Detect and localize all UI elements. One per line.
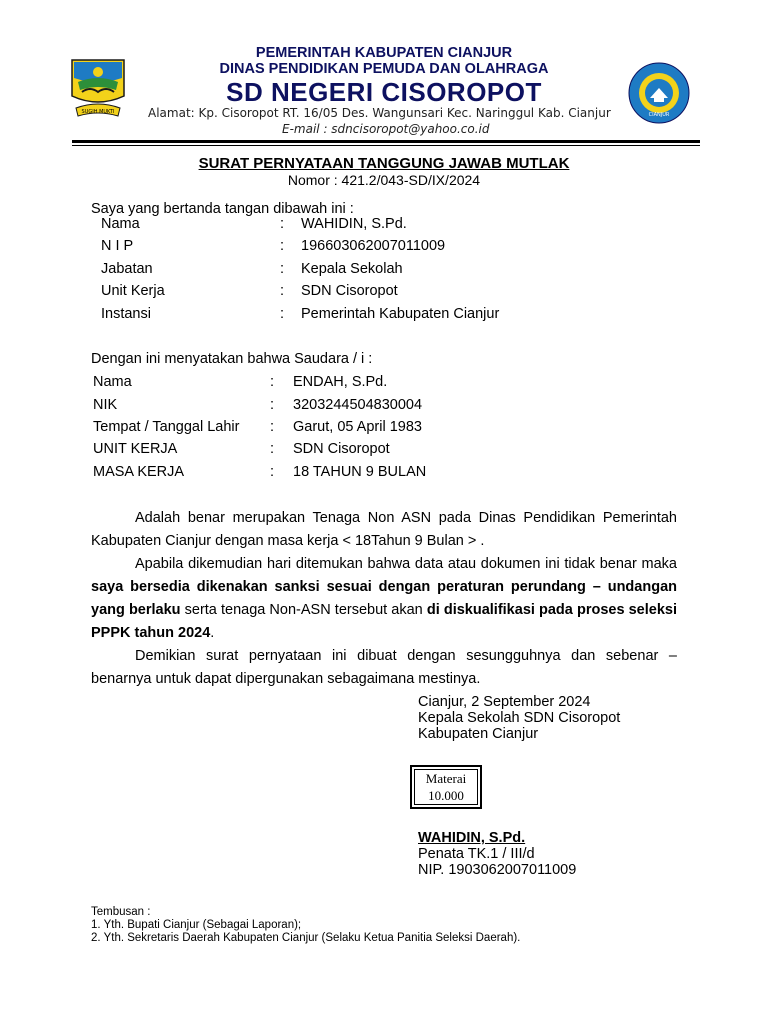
body-paragraph-3: Demikian surat pernyataan ini dibuat dengan sesungguhnya dan sebenar – benarnya untuk dapat dipergunakan sebagaimana mestinya. bbox=[91, 648, 677, 687]
p2-bold-disqualify: di diskualifikasi pada proses seleksi PPPK tahun 2024 bbox=[91, 602, 677, 641]
p2-bold-sanction: saya bersedia dikenakan sanksi sesuai dengan peraturan perundang – undangan yang berlaku bbox=[91, 579, 677, 618]
tembusan-item: 1. Yth. Bupati Cianjur (Sebagai Laporan); bbox=[91, 919, 302, 931]
subject-value: Garut, 05 April 1983 bbox=[293, 419, 422, 435]
signer-colon: : bbox=[280, 283, 285, 299]
signer-label: Instansi bbox=[101, 306, 151, 322]
signer-value: SDN Cisoropot bbox=[301, 283, 398, 299]
subject-value: 3203244504830004 bbox=[293, 397, 423, 413]
signer-label: Unit Kerja bbox=[101, 283, 165, 299]
materai-stamp-inner bbox=[414, 769, 478, 805]
document-number: Nomor : 421.2/043-SD/IX/2024 bbox=[287, 172, 481, 188]
svg-text:CIANJUR: CIANJUR bbox=[648, 112, 670, 118]
materai-label: Materai bbox=[425, 771, 467, 786]
signer-value: Kepala Sekolah bbox=[301, 261, 403, 277]
body-text bbox=[91, 507, 677, 691]
body-paragraph-1: Adalah benar merupakan Tenaga Non ASN pada Dinas Pendidikan Pemerintah Kabupaten Cianjur dengan masa kerja < 18Tahun 9 Bulan > . bbox=[91, 510, 677, 549]
signer-label: N I P bbox=[101, 238, 134, 254]
header-address: Alamat: Kp. Cisoropot RT. 16/05 Des. Wangunsari Kec. Naringgul Kab. Cianjur bbox=[148, 106, 611, 120]
p2-text: Apabila dikemudian hari ditemukan bahwa data atau dokumen ini tidak benar maka bbox=[135, 556, 677, 572]
signer-colon: : bbox=[280, 238, 285, 254]
tembusan-label: Tembusan : bbox=[91, 906, 151, 918]
header-email: E-mail : sdncisoropot@yahoo.co.id bbox=[282, 122, 490, 136]
subject-colon: : bbox=[270, 464, 275, 480]
subject-value: 18 TAHUN 9 BULAN bbox=[293, 464, 427, 480]
header-government: PEMERINTAH KABUPATEN CIANJUR bbox=[255, 45, 513, 61]
materai-stamp-box bbox=[410, 765, 482, 809]
subject-label: Nama bbox=[93, 374, 132, 390]
subject-colon: : bbox=[270, 397, 275, 413]
signature-position: Kepala Sekolah SDN Cisoropot bbox=[418, 710, 621, 726]
signer-colon: : bbox=[280, 261, 285, 277]
signature-nip: NIP. 1903062007011009 bbox=[418, 862, 577, 878]
subject-colon: : bbox=[270, 441, 275, 457]
signer-label: Jabatan bbox=[101, 261, 153, 277]
materai-value: 10.000 bbox=[428, 788, 464, 803]
statement-intro: Dengan ini menyatakan bahwa Saudara / i : bbox=[91, 351, 373, 367]
subject-label: Tempat / Tanggal Lahir bbox=[93, 419, 240, 435]
body-paragraph-2 bbox=[91, 553, 677, 645]
subject-label: MASA KERJA bbox=[93, 464, 185, 480]
subject-value: SDN Cisoropot bbox=[293, 441, 390, 457]
intro-text: Saya yang bertanda tangan dibawah ini : bbox=[91, 201, 354, 217]
signature-rank: Penata TK.1 / III/d bbox=[418, 846, 535, 862]
header-department: DINAS PENDIDIKAN PEMUDA DAN OLAHRAGA bbox=[219, 61, 549, 77]
p2-text: . bbox=[210, 625, 215, 641]
signer-colon: : bbox=[280, 216, 285, 232]
header-divider-thin bbox=[72, 145, 700, 146]
signer-label: Nama bbox=[101, 216, 140, 232]
header-divider-thick bbox=[72, 140, 700, 143]
subject-colon: : bbox=[270, 419, 275, 435]
p2-text: serta tenaga Non-ASN tersebut akan bbox=[180, 602, 427, 618]
subject-value: ENDAH, S.Pd. bbox=[293, 374, 388, 390]
header-school-name: SD NEGERI CISOROPOT bbox=[226, 77, 542, 107]
signer-colon: : bbox=[280, 306, 285, 322]
subject-colon: : bbox=[270, 374, 275, 390]
signature-region: Kabupaten Cianjur bbox=[418, 726, 539, 742]
svg-text:SUGIH MUKTI: SUGIH MUKTI bbox=[81, 109, 115, 115]
signature-place-date: Cianjur, 2 September 2024 bbox=[418, 694, 591, 710]
signer-value: Pemerintah Kabupaten Cianjur bbox=[301, 306, 500, 322]
signer-value: WAHIDIN, S.Pd. bbox=[301, 216, 407, 232]
tembusan-item: 2. Yth. Sekretaris Daerah Kabupaten Cianjur (Selaku Ketua Panitia Seleksi Daerah). bbox=[91, 932, 521, 944]
subject-label: UNIT KERJA bbox=[93, 441, 178, 457]
document-title: SURAT PERNYATAAN TANGGUNG JAWAB MUTLAK bbox=[198, 155, 570, 172]
signature-name: WAHIDIN, S.Pd. bbox=[418, 830, 526, 846]
subject-label: NIK bbox=[93, 397, 118, 413]
signer-value: 196603062007011009 bbox=[301, 238, 446, 254]
